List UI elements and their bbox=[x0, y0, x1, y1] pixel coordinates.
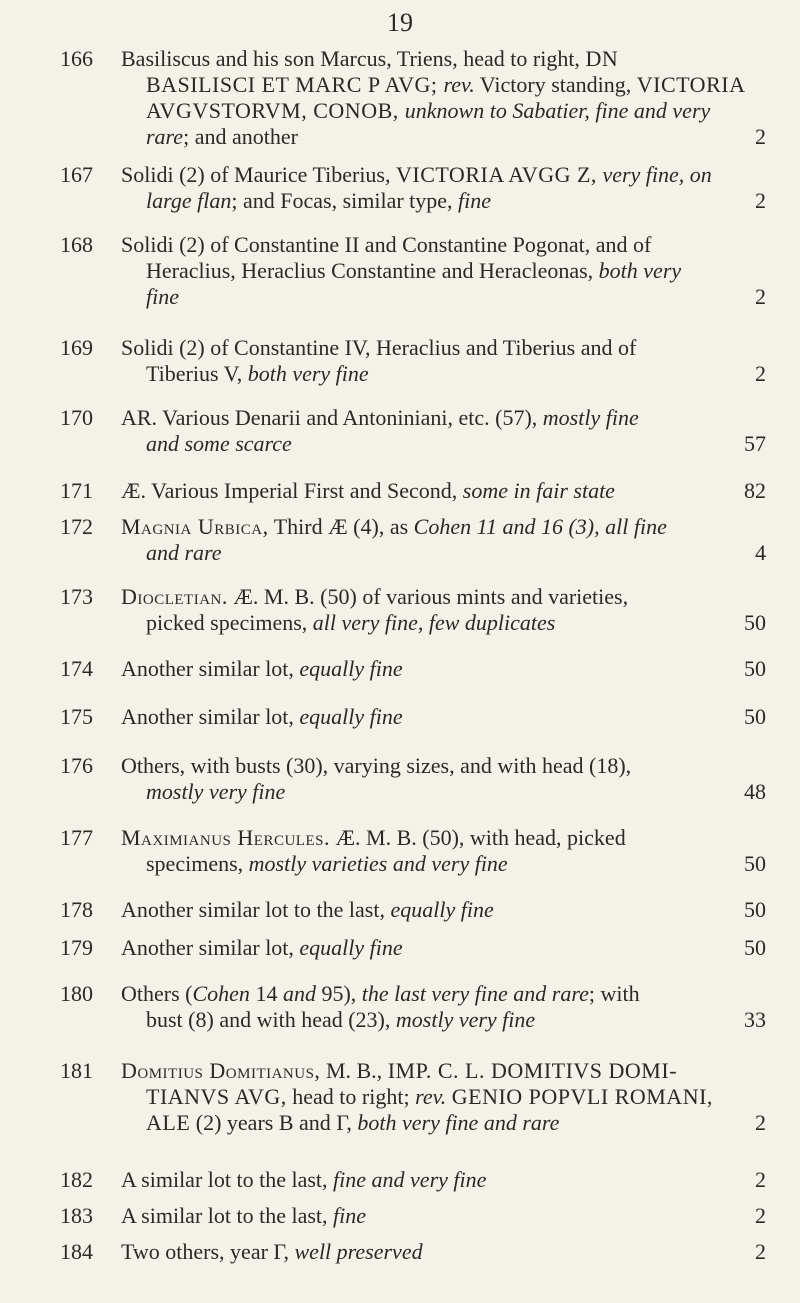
lot-entry bbox=[0, 46, 800, 150]
lot-text-segment: GENIO POPVLI ROMANI, bbox=[451, 1084, 713, 1109]
lot-text-segment: the last very fine and rare bbox=[361, 981, 589, 1006]
lot-text-segment: both very fine bbox=[247, 361, 369, 386]
lot-number: 166 bbox=[60, 46, 93, 71]
lot-entry bbox=[0, 935, 800, 961]
lot-text-segment: Others, with busts (30), varying sizes, and with head (18), bbox=[121, 753, 632, 778]
lot-text-segment: fine bbox=[333, 1203, 367, 1228]
lot-line bbox=[121, 431, 766, 457]
lot-quantity: 82 bbox=[744, 478, 766, 503]
lot-line bbox=[121, 897, 766, 923]
lot-text-segment: head to right; bbox=[286, 1084, 416, 1109]
lot-description bbox=[121, 46, 766, 150]
lot-line bbox=[121, 704, 766, 730]
lot-description bbox=[121, 1239, 766, 1265]
lot-text-segment: Solidi (2) of Constantine II and Constantine Pogonat, and of bbox=[121, 232, 652, 257]
lot-quantity: 4 bbox=[755, 540, 766, 565]
lot-text-segment: Another similar lot, bbox=[121, 656, 300, 681]
lot-text-segment: specimens, bbox=[146, 851, 249, 876]
lot-text-segment: DN bbox=[585, 46, 619, 71]
lot-text-segment: ; and Focas, similar type, bbox=[231, 188, 459, 213]
lot-text-segment: Æ. M. B. (50), with head, picked bbox=[329, 825, 626, 850]
lot-description bbox=[121, 335, 766, 387]
lot-entry bbox=[0, 753, 800, 805]
lot-number: 169 bbox=[60, 335, 93, 360]
lot-quantity: 2 bbox=[755, 188, 766, 213]
lot-number: 176 bbox=[60, 753, 93, 778]
lot-text-segment: A similar lot to the last, bbox=[121, 1167, 334, 1192]
lot-quantity: 2 bbox=[755, 124, 766, 149]
lot-text-segment: Solidi (2) of Maurice Tiberius, bbox=[121, 162, 396, 187]
lot-text-segment: some in fair state bbox=[462, 478, 615, 503]
lot-text-segment: BASILISCI ET MARC P AVG; bbox=[146, 72, 444, 97]
lot-text-segment: 14 bbox=[249, 981, 283, 1006]
lot-entry bbox=[0, 981, 800, 1033]
lot-line bbox=[121, 232, 766, 258]
lot-text-segment: and bbox=[282, 981, 316, 1006]
lot-text-segment: 95), bbox=[315, 981, 362, 1006]
lot-line bbox=[121, 540, 766, 566]
lot-quantity: 57 bbox=[744, 431, 766, 456]
lot-line bbox=[121, 72, 766, 98]
lot-number: 178 bbox=[60, 897, 93, 922]
lot-line bbox=[121, 1084, 766, 1110]
lot-number: 168 bbox=[60, 232, 93, 257]
lot-entry bbox=[0, 704, 800, 730]
lot-line bbox=[121, 753, 766, 779]
lot-text-segment: Æ. M. B. (50) of various mints and varieties, bbox=[227, 584, 629, 609]
lot-text-segment: Tiberius V, bbox=[146, 361, 248, 386]
lot-text-segment: AR. Various Denarii and Antoniniani, etc. (57), bbox=[121, 405, 543, 430]
lot-line bbox=[121, 1007, 766, 1033]
lot-entry bbox=[0, 897, 800, 923]
lot-quantity: 2 bbox=[755, 1203, 766, 1228]
lot-description bbox=[121, 1167, 766, 1193]
lot-line bbox=[121, 825, 766, 851]
lot-text-segment: bust (8) and with head (23), bbox=[146, 1007, 396, 1032]
lot-line bbox=[121, 258, 766, 284]
lot-number: 173 bbox=[60, 584, 93, 609]
lot-line bbox=[121, 779, 766, 805]
lot-quantity: 48 bbox=[744, 779, 766, 804]
lot-text-segment: equally fine bbox=[299, 656, 403, 681]
lot-text-segment: Æ. Various Imperial First and Second, bbox=[121, 478, 463, 503]
lot-text-segment: equally fine bbox=[299, 704, 403, 729]
lot-description bbox=[121, 897, 766, 923]
lot-number: 174 bbox=[60, 656, 93, 681]
lot-text-segment: very fine, on bbox=[596, 162, 712, 187]
page-number: 19 bbox=[387, 8, 413, 37]
lot-line bbox=[121, 124, 766, 150]
lot-line bbox=[121, 1203, 766, 1229]
lot-line bbox=[121, 284, 766, 310]
lot-text-segment: (2) years B and Γ, bbox=[190, 1110, 358, 1135]
lot-text-segment: Two others, year Γ, bbox=[121, 1239, 295, 1264]
lot-number: 183 bbox=[60, 1203, 93, 1228]
lot-number: 182 bbox=[60, 1167, 93, 1192]
lot-description bbox=[121, 825, 766, 877]
lot-number: 170 bbox=[60, 405, 93, 430]
lot-text-segment: Magnia Urbica, bbox=[121, 514, 269, 539]
lot-entry bbox=[0, 335, 800, 387]
lot-text-segment: picked specimens, bbox=[146, 610, 313, 635]
lot-quantity: 50 bbox=[744, 851, 766, 876]
lot-entry bbox=[0, 478, 800, 504]
lot-number: 179 bbox=[60, 935, 93, 960]
lot-line bbox=[121, 478, 766, 504]
lot-number: 180 bbox=[60, 981, 93, 1006]
lot-text-segment: fine bbox=[146, 284, 179, 309]
lot-entry bbox=[0, 232, 800, 310]
lot-text-segment: both very fine and rare bbox=[357, 1110, 560, 1135]
lot-text-segment: Domitius Domitianus, bbox=[121, 1058, 321, 1083]
lot-entry bbox=[0, 1239, 800, 1265]
lot-line bbox=[121, 1110, 766, 1136]
lot-quantity: 50 bbox=[744, 935, 766, 960]
lot-text-segment: mostly very fine bbox=[395, 1007, 536, 1032]
lot-entry bbox=[0, 514, 800, 566]
lot-quantity: 2 bbox=[755, 361, 766, 386]
lot-text-segment: large flan bbox=[146, 188, 232, 213]
lot-text-segment: equally fine bbox=[299, 935, 403, 960]
lot-text-segment: ALE bbox=[146, 1110, 191, 1135]
lot-text-segment: and some scarce bbox=[146, 431, 292, 456]
lot-text-segment: mostly very fine bbox=[146, 779, 286, 804]
lot-text-segment: rev. bbox=[415, 1084, 447, 1109]
lot-quantity: 33 bbox=[744, 1007, 766, 1032]
lot-entry bbox=[0, 1058, 800, 1136]
lot-text-segment: mostly varieties and very fine bbox=[248, 851, 508, 876]
lot-line bbox=[121, 851, 766, 877]
lot-text-segment: well preserved bbox=[294, 1239, 423, 1264]
lot-description bbox=[121, 162, 766, 214]
lot-description bbox=[121, 478, 766, 504]
lot-text-segment: VICTORIA AVGG Z, bbox=[396, 162, 597, 187]
lot-line bbox=[121, 935, 766, 961]
lot-description bbox=[121, 1203, 766, 1229]
lot-text-segment: Third Æ (4), as bbox=[268, 514, 414, 539]
lot-line bbox=[121, 162, 766, 188]
lot-description bbox=[121, 935, 766, 961]
lot-number: 177 bbox=[60, 825, 93, 850]
lot-line bbox=[121, 514, 766, 540]
lot-description bbox=[121, 656, 766, 682]
lot-text-segment: VICTORIA bbox=[636, 72, 746, 97]
lot-line bbox=[121, 98, 766, 124]
lot-line bbox=[121, 610, 766, 636]
lot-quantity: 2 bbox=[755, 1110, 766, 1135]
lot-text-segment: AVGVSTORVM, CONOB, bbox=[146, 98, 405, 123]
lot-text-segment: Diocletian. bbox=[121, 584, 228, 609]
lot-text-segment: TIANVS AVG, bbox=[146, 1084, 287, 1109]
lot-line bbox=[121, 188, 766, 214]
lot-text-segment: equally fine bbox=[390, 897, 494, 922]
lot-text-segment: Maximianus Hercules. bbox=[121, 825, 330, 850]
lot-entry bbox=[0, 656, 800, 682]
lot-description bbox=[121, 1058, 766, 1136]
lot-line bbox=[121, 1058, 766, 1084]
lot-text-segment: unknown to Sabatier, fine and very bbox=[404, 98, 711, 123]
lot-entry bbox=[0, 405, 800, 457]
lot-line bbox=[121, 46, 766, 72]
lot-text-segment: ; and another bbox=[183, 124, 298, 149]
lot-text-segment: fine and very fine bbox=[333, 1167, 487, 1192]
lot-quantity: 50 bbox=[744, 610, 766, 635]
lot-text-segment: mostly fine bbox=[542, 405, 639, 430]
lot-line bbox=[121, 1239, 766, 1265]
lot-text-segment: M. B., bbox=[320, 1058, 388, 1083]
lot-text-segment: Another similar lot, bbox=[121, 935, 300, 960]
lot-number: 184 bbox=[60, 1239, 93, 1264]
lot-line bbox=[121, 1167, 766, 1193]
lot-line bbox=[121, 981, 766, 1007]
lot-text-segment: Another similar lot, bbox=[121, 704, 300, 729]
lot-text-segment: both very bbox=[598, 258, 682, 283]
lot-line bbox=[121, 335, 766, 361]
lot-number: 167 bbox=[60, 162, 93, 187]
lot-entry bbox=[0, 1203, 800, 1229]
lot-number: 172 bbox=[60, 514, 93, 539]
lot-description bbox=[121, 584, 766, 636]
lot-description bbox=[121, 753, 766, 805]
lot-text-segment: Another similar lot to the last, bbox=[121, 897, 391, 922]
lot-entry bbox=[0, 1167, 800, 1193]
lot-text-segment: Heraclius, Heraclius Constantine and Heracleonas, bbox=[146, 258, 599, 283]
lot-entry bbox=[0, 825, 800, 877]
lot-description bbox=[121, 704, 766, 730]
lot-description bbox=[121, 232, 766, 310]
lot-text-segment: Cohen 11 and 16 (3), all fine bbox=[413, 514, 667, 539]
lot-text-segment: Basiliscus and his son Marcus, Triens, head to right, bbox=[121, 46, 586, 71]
lot-text-segment: IMP. C. L. DOMITIVS DOMI- bbox=[387, 1058, 678, 1083]
lot-number: 175 bbox=[60, 704, 93, 729]
lot-text-segment: all very fine, few duplicates bbox=[312, 610, 556, 635]
lot-quantity: 50 bbox=[744, 704, 766, 729]
lot-text-segment: rev. bbox=[443, 72, 475, 97]
lot-quantity: 2 bbox=[755, 284, 766, 309]
lot-description bbox=[121, 514, 766, 566]
lot-text-segment: Cohen bbox=[192, 981, 250, 1006]
lot-number: 171 bbox=[60, 478, 93, 503]
lot-text-segment: Others ( bbox=[121, 981, 193, 1006]
lot-line bbox=[121, 405, 766, 431]
lot-description bbox=[121, 405, 766, 457]
lot-description bbox=[121, 981, 766, 1033]
lot-quantity: 2 bbox=[755, 1167, 766, 1192]
lot-text-segment: A similar lot to the last, bbox=[121, 1203, 334, 1228]
lot-quantity: 50 bbox=[744, 897, 766, 922]
lot-quantity: 50 bbox=[744, 656, 766, 681]
lot-entry bbox=[0, 162, 800, 214]
lot-number: 181 bbox=[60, 1058, 93, 1083]
lot-text-segment: rare bbox=[146, 124, 184, 149]
lot-text-segment: Victory standing, bbox=[474, 72, 637, 97]
lot-line bbox=[121, 361, 766, 387]
lot-entry bbox=[0, 584, 800, 636]
lot-text-segment: and rare bbox=[146, 540, 222, 565]
lot-text-segment: fine bbox=[458, 188, 492, 213]
lot-line bbox=[121, 584, 766, 610]
lot-text-segment: ; with bbox=[588, 981, 640, 1006]
lot-quantity: 2 bbox=[755, 1239, 766, 1264]
lot-text-segment: Solidi (2) of Constantine IV, Heraclius and Tiberius and of bbox=[121, 335, 637, 360]
lot-line bbox=[121, 656, 766, 682]
